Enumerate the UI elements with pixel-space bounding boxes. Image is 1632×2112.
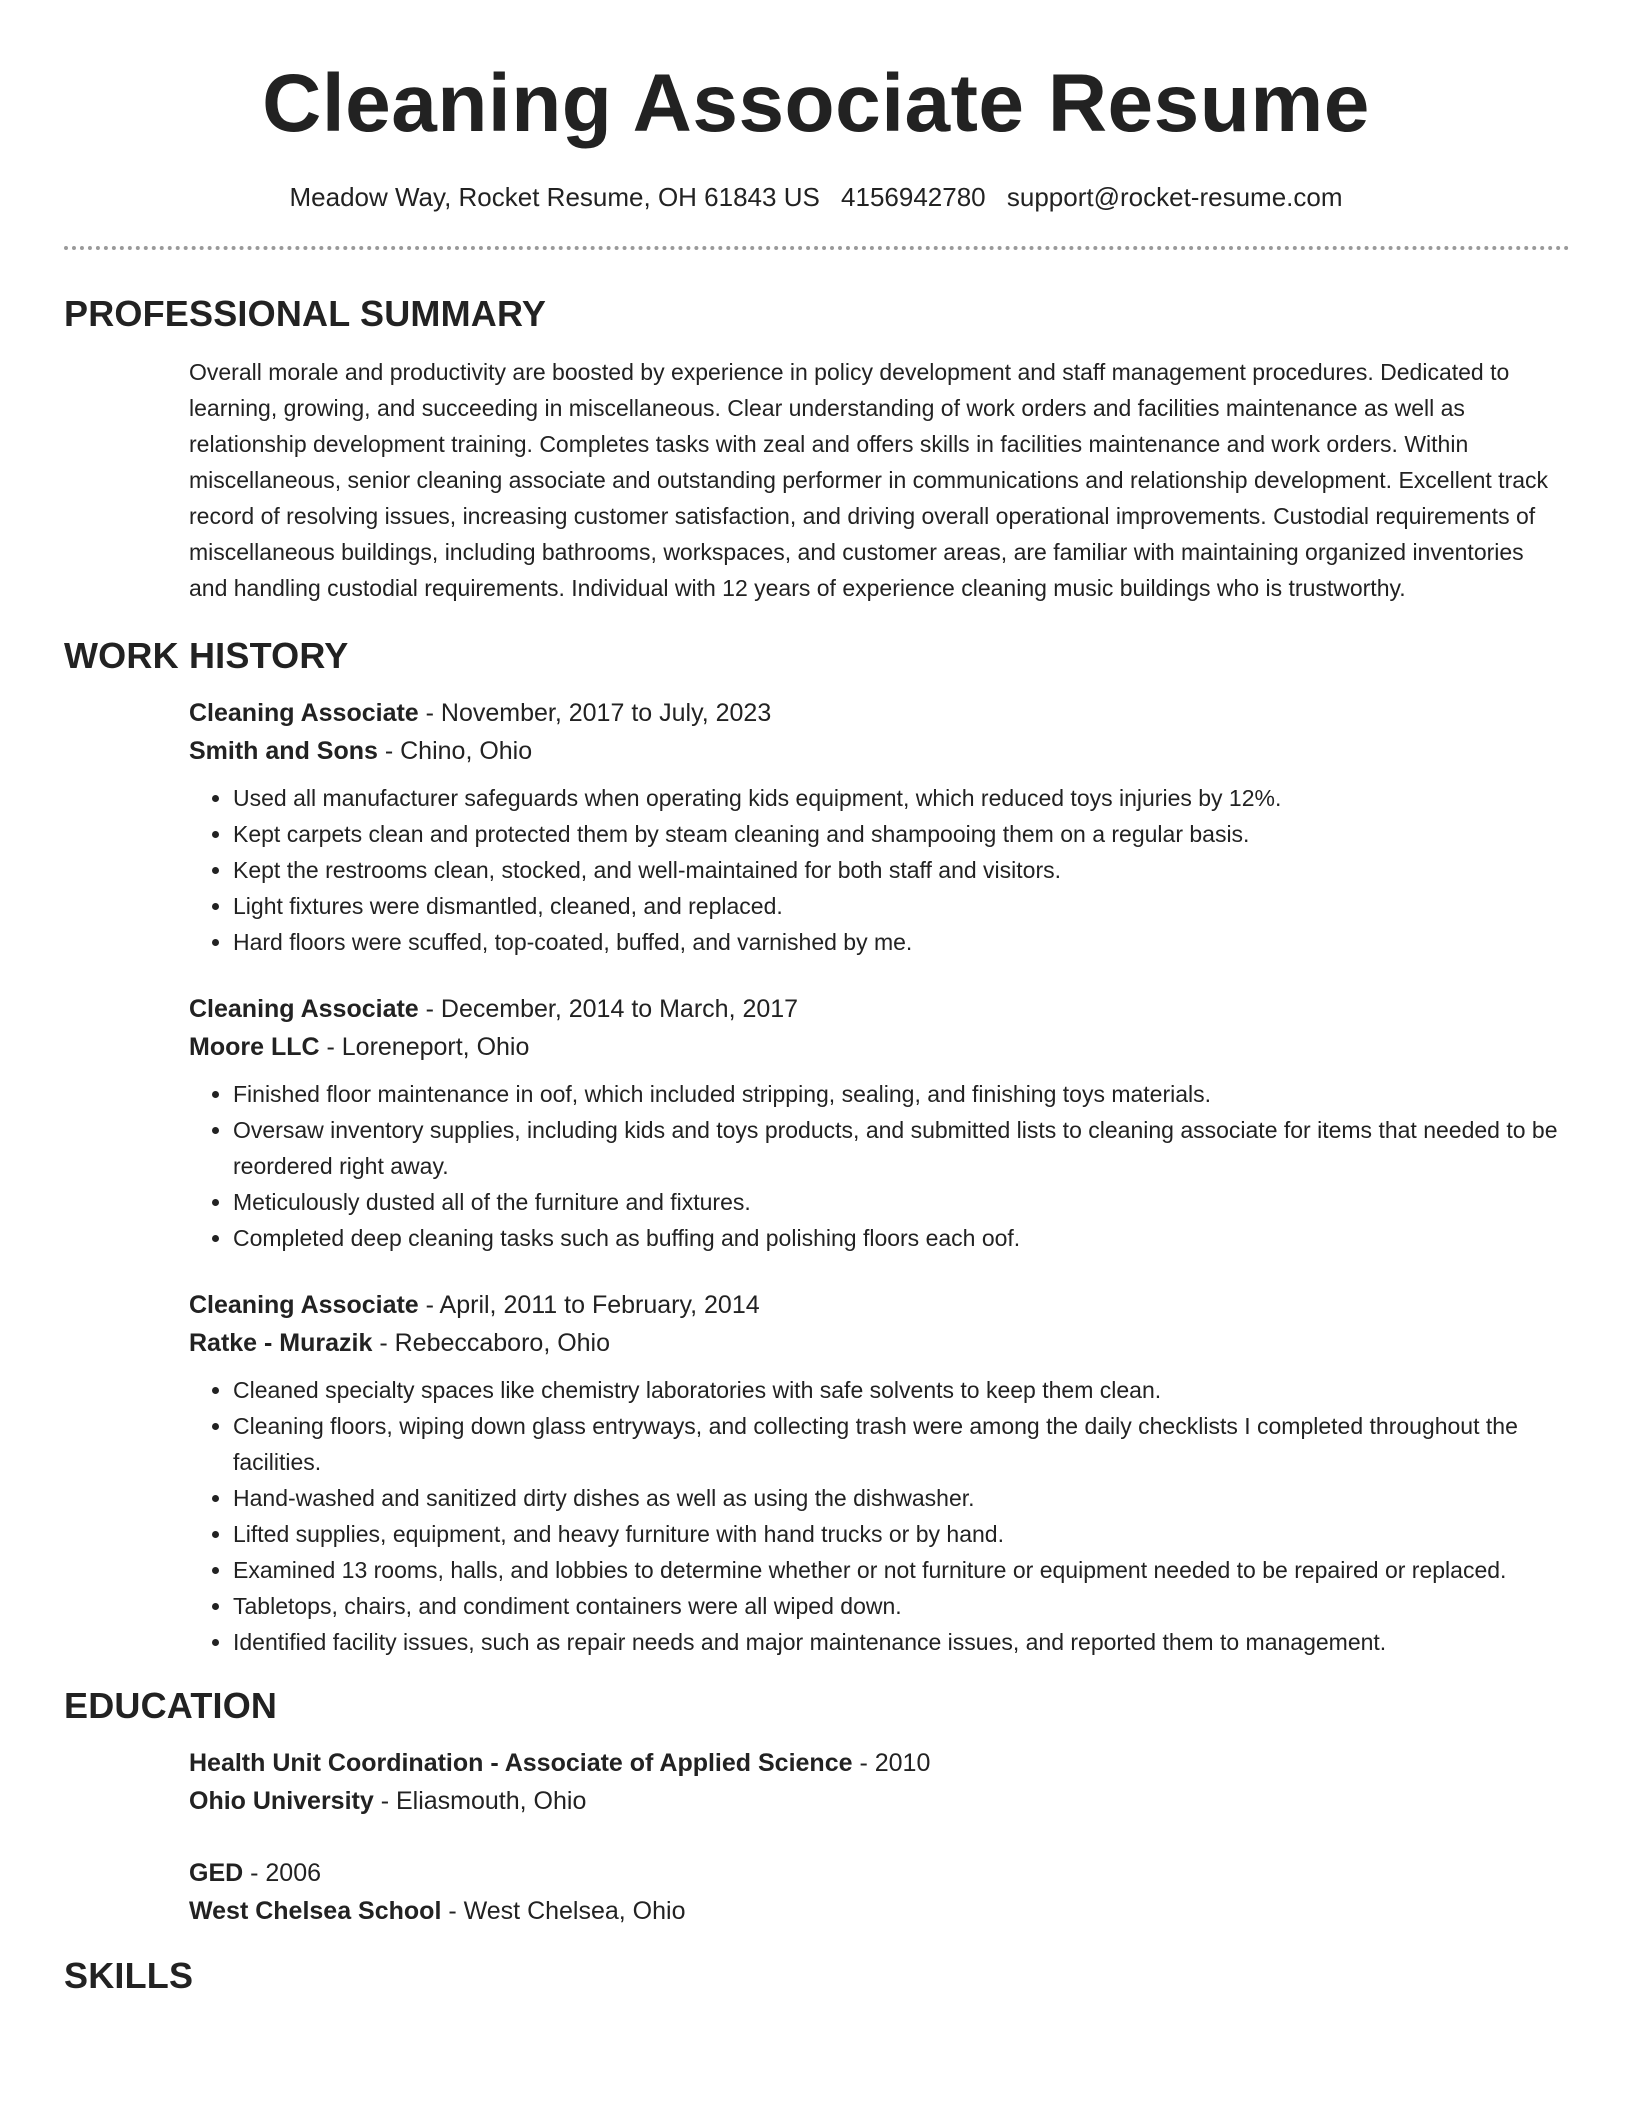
education-school-line (189, 1782, 1564, 1820)
education-degree: GED (189, 1859, 244, 1887)
contact-address: Meadow Way, Rocket Resume, OH 61843 US (289, 182, 820, 212)
job-bullet: • Tabletops, chairs, and condiment containers were all wiped down. (233, 1588, 1564, 1624)
resume-title: Cleaning Associate Resume (262, 58, 1370, 149)
education-section (0, 1684, 1632, 1930)
job-bullet: • Identified facility issues, such as repair needs and major maintenance issues, and reported them to management. (233, 1624, 1564, 1660)
job-entry (189, 694, 1564, 960)
job-bullet: • Cleaned specialty spaces like chemistry laboratories with safe solvents to keep them clean. (233, 1372, 1564, 1408)
education-entry (189, 1854, 1564, 1930)
job-bullet: • Meticulously dusted all of the furniture and fixtures. (233, 1184, 1564, 1220)
job-title: Cleaning Associate (189, 1291, 419, 1319)
contact-phone: 4156942780 (841, 182, 986, 212)
job-bullet: • Hard floors were scuffed, top-coated, buffed, and varnished by me. (233, 924, 1564, 960)
job-bullet: • Examined 13 rooms, halls, and lobbies to determine whether or not furniture or equipment needed to be repaired or replaced. (233, 1552, 1564, 1588)
job-bullet: • Kept carpets clean and protected them by steam cleaning and shampooing them on a regular basis. (233, 816, 1564, 852)
job-bullet: • Finished floor maintenance in oof, which included stripping, sealing, and finishing toys materials. (233, 1076, 1564, 1112)
job-title: Cleaning Associate (189, 995, 419, 1023)
summary-heading: PROFESSIONAL SUMMARY (64, 293, 547, 334)
job-location: - Chino, Ohio (377, 737, 533, 765)
header-divider (64, 246, 1570, 250)
education-heading: EDUCATION (64, 1685, 278, 1726)
education-school: West Chelsea School (189, 1897, 442, 1925)
job-title-line (189, 990, 1564, 1028)
job-bullets (189, 1076, 1564, 1256)
skills-section (0, 1954, 1632, 1998)
job-dates: - April, 2011 to February, 2014 (418, 1291, 760, 1319)
job-location: - Rebeccaboro, Ohio (372, 1329, 611, 1357)
education-entry (189, 1744, 1564, 1820)
education-year: - 2006 (243, 1859, 322, 1887)
job-entry (189, 990, 1564, 1256)
education-degree-line (189, 1744, 1564, 1782)
job-title: Cleaning Associate (189, 699, 419, 727)
job-dates: - November, 2017 to July, 2023 (418, 699, 772, 727)
job-bullets (189, 1372, 1564, 1660)
summary-text: Overall morale and productivity are boosted by experience in policy development and staff management procedures. Dedicated to learning, growing, and succeeding in miscellaneous. Clear understanding of work orders and facilities maintenance as well as relationship development training. Completes tasks with zeal and offers skills in facilities maintenance and work orders. Within miscellaneous, senior cleaning associate and outstanding performer in communications and relationship development. Excellent track record of resolving issues, increasing customer satisfaction, and driving overall operational improvements. Custodial requirements of miscellaneous buildings, including bathrooms, workspaces, and customer areas, are familiar with maintaining organized inventories and handling custodial requirements. Individual with 12 years of experience cleaning music buildings who is trustworthy. (189, 359, 1549, 601)
work-history-section (0, 634, 1632, 1660)
job-dates: - December, 2014 to March, 2017 (418, 995, 799, 1023)
skills-heading: SKILLS (64, 1955, 194, 1996)
job-company-line (189, 1324, 1564, 1362)
contact-email: support@rocket-resume.com (1006, 182, 1343, 212)
job-bullet: • Oversaw inventory supplies, including kids and toys products, and submitted lists to cleaning associate for items that needed to be reordered right away. (233, 1112, 1564, 1184)
job-bullet: • Light fixtures were dismantled, cleaned, and replaced. (233, 888, 1564, 924)
job-title-line (189, 694, 1564, 732)
education-location: - West Chelsea, Ohio (441, 1897, 686, 1925)
job-bullet: • Used all manufacturer safeguards when operating kids equipment, which reduced toys injuries by 12%. (233, 780, 1564, 816)
job-company-line (189, 1028, 1564, 1066)
summary-section (0, 292, 1632, 606)
work-history-heading: WORK HISTORY (64, 635, 349, 676)
job-bullet: • Kept the restrooms clean, stocked, and well-maintained for both staff and visitors. (233, 852, 1564, 888)
job-company: Moore LLC (189, 1033, 320, 1061)
education-school: Ohio University (189, 1787, 374, 1815)
job-company: Ratke - Murazik (189, 1329, 373, 1357)
education-degree: Health Unit Coordination - Associate of Applied Science (189, 1749, 853, 1777)
job-company-line (189, 732, 1564, 770)
job-entry (189, 1286, 1564, 1660)
job-bullet: • Hand-washed and sanitized dirty dishes as well as using the dishwasher. (233, 1480, 1564, 1516)
job-bullet: • Cleaning floors, wiping down glass entryways, and collecting trash were among the daily checklists I completed throughout the facilities. (233, 1408, 1564, 1480)
education-location: - Eliasmouth, Ohio (373, 1787, 587, 1815)
education-school-line (189, 1892, 1564, 1930)
education-year: - 2010 (852, 1749, 931, 1777)
job-bullet: • Lifted supplies, equipment, and heavy furniture with hand trucks or by hand. (233, 1516, 1564, 1552)
education-degree-line (189, 1854, 1564, 1892)
contact-line (0, 180, 1632, 214)
job-title-line (189, 1286, 1564, 1324)
job-bullet: • Completed deep cleaning tasks such as buffing and polishing floors each oof. (233, 1220, 1564, 1256)
job-company: Smith and Sons (189, 737, 378, 765)
resume-header (0, 0, 1632, 214)
job-location: - Loreneport, Ohio (319, 1033, 530, 1061)
job-bullets (189, 780, 1564, 960)
